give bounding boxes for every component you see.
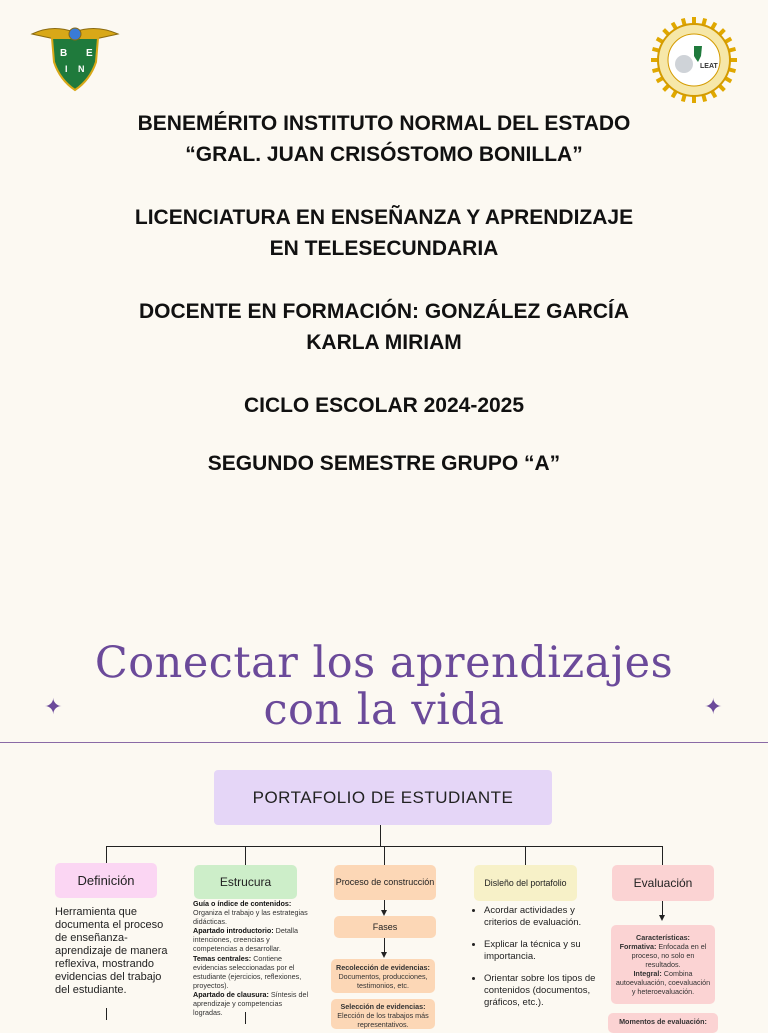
logo-letter-e: E	[86, 48, 93, 59]
main-title-line-2: con la vida	[263, 685, 505, 735]
momentos-node: Momentos de evaluación:	[608, 1013, 718, 1033]
definicion-arrow-line	[106, 1008, 107, 1020]
arrow-down-icon	[659, 915, 665, 921]
degree-line-1: LICENCIATURA EN ENSEÑANZA Y APRENDIZAJE	[134, 206, 634, 229]
leat-label: LEAT	[700, 63, 718, 70]
diseno-node: Disleño del portafolio	[474, 865, 577, 901]
degree-line-2: EN TELESECUNDARIA	[269, 237, 499, 260]
estructura-item: Apartado introductorio: Detalla intenciones, creencias y competencias a desarrollar.	[193, 926, 299, 954]
institution-header	[0, 108, 768, 479]
estructura-item: Guía o índice de contenidos: Organiza el trabajo y las estrategias didácticas.	[193, 899, 308, 927]
diseno-list	[470, 905, 604, 1019]
evaluacion-connector	[662, 846, 663, 866]
definicion-text: Herramienta que documenta el proceso de enseñanza-aprendizaje de manera reflexiva, mostrando evidencias del trabajo del estudiante.	[55, 906, 168, 996]
diseno-item: • Acordar actividades y criterios de evaluación.	[484, 905, 604, 928]
formativa-item: Formativa: Enfocada en el proceso, no solo en resultados.	[619, 942, 707, 969]
integral-item: Integral: Combina autoevaluación, coevaluación y heteroevaluación.	[615, 969, 711, 996]
estructura-item: Temas centrales: Contiene evidencias seleccionadas por el estudiante (ejercicios, reflexiones, proyectos).	[193, 953, 302, 990]
diseno-item: • Explicar la técnica y su importancia.	[484, 939, 604, 962]
logo-letter-i: I	[65, 64, 68, 74]
estructura-list	[193, 899, 311, 1017]
estructura-item: Apartado de clausura: Síntesis del aprendizaje y competencias logradas.	[193, 989, 309, 1018]
teacher-line-1: DOCENTE EN FORMACIÓN: GONZÁLEZ GARCÍA	[139, 300, 629, 323]
proceso-node: Proceso de construcción	[334, 865, 436, 900]
estructura-arrow-line	[245, 1012, 246, 1024]
evaluacion-arrow-line	[662, 901, 663, 915]
leat-seal-logo	[650, 16, 738, 104]
recoleccion-node: Recolección de evidencias: Documentos, producciones, testimonios, etc.	[331, 959, 435, 993]
seleccion-node: Selección de evidencias: Elección de los trabajos más representativos.	[331, 999, 435, 1029]
logo-letter-n: N	[78, 64, 85, 74]
caracteristicas-node: Características: Formativa: Enfocada en el proceso, no solo en resultados. Integral: Combina autoevaluación, coevaluación y heteroevaluación.	[611, 925, 715, 1004]
evaluacion-node: Evaluación	[612, 865, 714, 901]
logo-letter-b: B	[60, 48, 68, 59]
fases-node: Fases	[334, 916, 436, 938]
teacher-line-2: KARLA MIRIAM	[306, 331, 462, 354]
definicion-node: Definición	[55, 863, 157, 898]
root-connector	[380, 825, 381, 847]
arrow-down-icon	[381, 952, 387, 958]
definicion-connector	[106, 846, 107, 864]
estructura-node: Estrucura	[194, 865, 297, 899]
portfolio-root-node: PORTAFOLIO DE ESTUDIANTE	[214, 770, 552, 825]
sparkle-icon-right: ✦	[704, 694, 723, 719]
bine-logo	[30, 22, 120, 94]
fases-arrow-line	[384, 938, 385, 952]
main-title	[0, 640, 768, 734]
semester-group: SEGUNDO SEMESTRE GRUPO “A”	[207, 452, 561, 475]
school-cycle: CICLO ESCOLAR 2024-2025	[243, 394, 525, 417]
diseno-item: • Orientar sobre los tipos de contenidos (documentos, gráficos, etc.).	[484, 973, 604, 1008]
institution-line-2: “GRAL. JUAN CRISÓSTOMO BONILLA”	[185, 143, 583, 166]
main-title-line-1: Conectar los aprendizajes	[94, 638, 674, 688]
institution-line-1: BENEMÉRITO INSTITUTO NORMAL DEL ESTADO	[137, 112, 631, 135]
proceso-connector	[384, 846, 385, 866]
sparkle-icon-left: ✦	[44, 694, 63, 719]
estructura-connector	[245, 846, 246, 866]
diseno-connector	[525, 846, 526, 866]
section-divider	[0, 742, 768, 743]
